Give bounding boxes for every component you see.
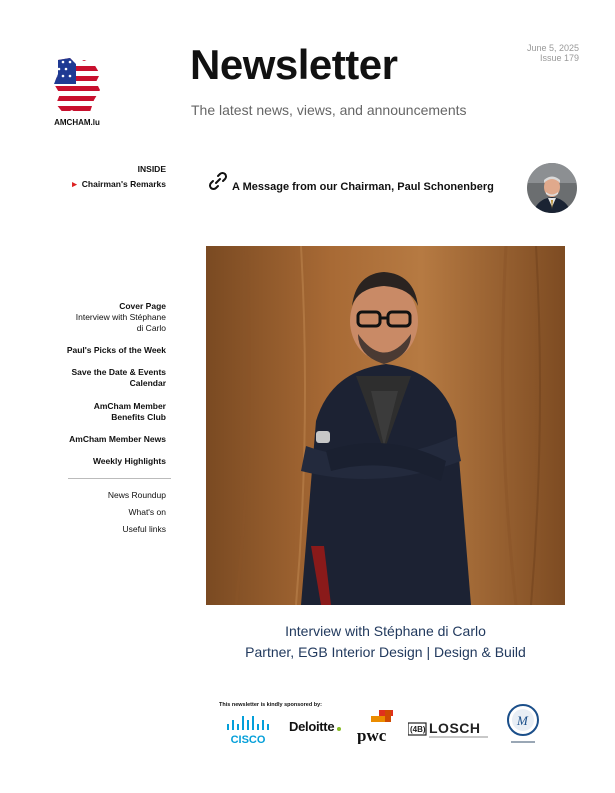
newsletter-subtitle: The latest news, views, and announcements [191,102,467,118]
deloitte-logo[interactable]: Deloitte [289,719,335,734]
sponsor-label: This newsletter is kindly sponsored by: [219,702,322,708]
logo-text: AMCHAM.lu [54,118,100,127]
sidebar-item-label: AmCham Member [93,401,166,411]
chairman-avatar [527,163,577,213]
issue-number: Issue 179 [539,53,579,63]
svg-text:pwc: pwc [357,726,387,744]
inside-heading: INSIDE [137,164,166,174]
pwc-logo[interactable] [355,708,401,744]
newsletter-title: Newsletter [190,41,398,88]
issue-date: June 5, 2025 [526,43,579,53]
sidebar-item-label: Paul's Picks of the Week [66,345,166,355]
sidebar-item-weekly-highlights[interactable] [93,456,166,467]
svg-text:M: M [517,713,528,728]
sidebar-item-label: Calendar [129,378,166,388]
sidebar-item-label: Chairman's Remarks [81,179,166,189]
arrow-right-icon: ► [70,179,79,189]
sidebar-item-sublabel: Interview with Stéphane [75,312,166,322]
svg-text:CISCO: CISCO [230,734,266,744]
sidebar-item-chairmans-remarks[interactable] [70,179,166,190]
sidebar-item-pauls-picks[interactable] [67,345,166,356]
link-news-roundup[interactable]: News Roundup [107,490,166,500]
chairman-message-link[interactable]: A Message from our Chairman, Paul Schonenberg [232,181,494,193]
sudsatellit-logo[interactable] [505,702,541,746]
cover-photo[interactable] [206,246,565,605]
sidebar-item-save-the-date[interactable] [72,367,166,389]
sidebar-item-label: Benefits Club [111,412,166,422]
sidebar-item-member-news[interactable] [69,434,166,445]
sidebar-divider [68,478,171,479]
cover-caption-title: Interview with Stéphane di Carlo [285,623,486,639]
cover-caption-subtitle: Partner, EGB Interior Design | Design & Build [245,644,526,660]
sidebar-item-label: Save the Date & Events [71,367,166,377]
sidebar-item-benefits-club[interactable] [94,401,166,423]
sidebar-item-cover-page[interactable] [76,301,166,334]
link-icon[interactable] [207,170,229,192]
sidebar-item-sublabel: di Carlo [136,323,166,333]
sidebar-item-label: Cover Page [119,301,166,311]
svg-text:LOSCH: LOSCH [429,720,481,736]
cisco-logo[interactable] [225,716,277,744]
link-useful-links[interactable]: Useful links [122,524,166,534]
losch-logo[interactable] [408,718,490,740]
sidebar-item-label: Weekly Highlights [92,456,166,466]
svg-text:(4B): (4B) [410,725,426,734]
link-whats-on[interactable]: What's on [128,507,166,517]
deloitte-dot [337,727,341,731]
sidebar-item-label: AmCham Member News [69,434,166,444]
